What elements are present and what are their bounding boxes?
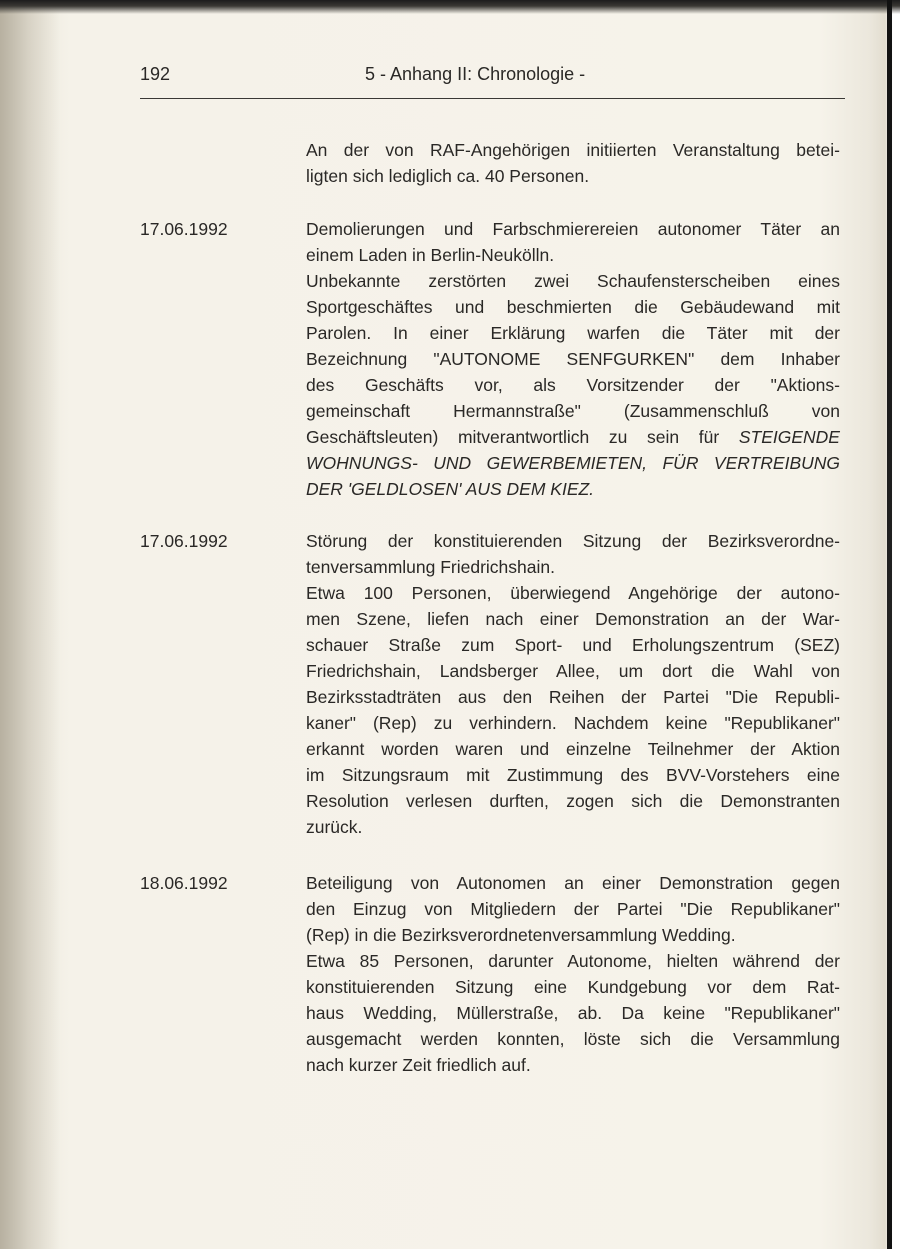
entry-text — [306, 137, 840, 189]
entry-line-roman: Geschäftsleuten) mitverantwortlich zu sein für — [306, 427, 720, 447]
entry-line: kaner" (Rep) zu verhindern. Nachdem keine "Republikaner" — [306, 713, 840, 733]
entry-line: erkannt worden waren und einzelne Teilnehmer der Aktion — [306, 739, 840, 759]
entry-line: Sportgeschäftes und beschmierten die Gebäudewand mit — [306, 297, 840, 317]
entry-line: Resolution verlesen durften, zogen sich die Demonstranten — [306, 791, 840, 811]
page-right-edge — [887, 0, 892, 1249]
entry-line: (Rep) in die Bezirksverordnetenversammlung Wedding. — [306, 925, 736, 945]
entry-line-italic: WOHNUNGS- UND GEWERBEMIETEN, FÜR VERTREIBUNG — [306, 453, 840, 473]
entry-date: 18.06.1992 — [140, 873, 228, 893]
entry-text — [306, 216, 840, 502]
entry-text — [306, 870, 840, 1078]
entry-line: Störung der konstituierenden Sitzung der Bezirksverordne- — [306, 531, 840, 551]
entry-text — [306, 528, 840, 840]
page-number: 192 — [140, 64, 171, 84]
entry-line-mixed — [306, 424, 840, 450]
entry-date: 17.06.1992 — [140, 531, 228, 551]
entry-line: Bezirksstadträten aus den Reihen der Partei "Die Republi- — [306, 687, 840, 707]
entry-line: Bezeichnung "AUTONOME SENFGURKEN" dem Inhaber — [306, 349, 840, 369]
entry-line: konstituierenden Sitzung eine Kundgebung vor dem Rat- — [306, 977, 840, 997]
entry-line: schauer Straße zum Sport- und Erholungszentrum (SEZ) — [306, 635, 840, 655]
entry-line: zurück. — [306, 817, 363, 837]
spine-shadow — [0, 0, 60, 1249]
entry-line: tenversammlung Friedrichshain. — [306, 557, 555, 577]
entry-line: nach kurzer Zeit friedlich auf. — [306, 1055, 531, 1075]
entry-line: haus Wedding, Müllerstraße, ab. Da keine "Republikaner" — [306, 1003, 840, 1023]
entry-line: Beteiligung von Autonomen an einer Demonstration gegen — [306, 873, 840, 893]
running-head: 5 - Anhang II: Chronologie - — [365, 64, 586, 84]
entry-line: den Einzug von Mitgliedern der Partei "Die Republikaner" — [306, 899, 840, 919]
entry-line: Unbekannte zerstörten zwei Schaufensterscheiben eines — [306, 271, 840, 291]
page-top-edge — [0, 0, 900, 14]
header-rule — [140, 98, 845, 99]
entry-line: Etwa 85 Personen, darunter Autonome, hielten während der — [306, 951, 840, 971]
entry-line: Friedrichshain, Landsberger Allee, um dort die Wahl von — [306, 661, 840, 681]
page-header — [140, 60, 845, 90]
entry-date: 17.06.1992 — [140, 219, 228, 239]
entry-line-italic: STEIGENDE — [738, 427, 840, 447]
entry-line: des Geschäfts vor, als Vorsitzender der "Aktions- — [306, 375, 840, 395]
entry-line: gemeinschaft Hermannstraße" (Zusammenschluß von — [306, 401, 840, 421]
entry-line: ligten sich lediglich ca. 40 Personen. — [306, 166, 590, 186]
entry-line: einem Laden in Berlin-Neukölln. — [306, 245, 555, 265]
entry-line: im Sitzungsraum mit Zustimmung des BVV-Vorstehers eine — [306, 765, 840, 785]
entry-line: ausgemacht werden konnten, löste sich die Versammlung — [306, 1029, 840, 1049]
entry-line-italic: DER 'GELDLOSEN' AUS DEM KIEZ. — [306, 479, 595, 499]
entry-line: Parolen. In einer Erklärung warfen die Täter mit der — [306, 323, 840, 343]
entry-line: Demolierungen und Farbschmierereien autonomer Täter an — [306, 219, 840, 239]
entry-line: men Szene, liefen nach einer Demonstration an der War- — [306, 609, 840, 629]
entry-line: An der von RAF-Angehörigen initiierten Veranstaltung betei- — [306, 140, 840, 160]
entry-line: Etwa 100 Personen, überwiegend Angehörige der autono- — [306, 583, 840, 603]
